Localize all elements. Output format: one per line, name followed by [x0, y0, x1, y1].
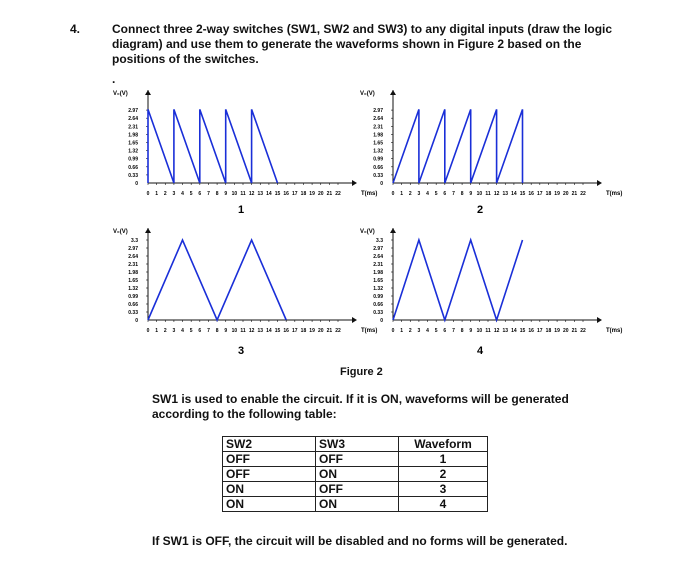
x-tick-label: 20	[317, 191, 324, 197]
waveform-plot-2	[360, 90, 622, 216]
x-tick-label: 6	[443, 191, 447, 197]
table-cell: 1	[399, 452, 488, 467]
x-axis-arrow-icon	[352, 317, 357, 323]
table-header: SW3	[316, 437, 399, 452]
table-cell: OFF	[316, 482, 399, 497]
x-tick-label: 16	[283, 191, 289, 197]
x-tick-label: 5	[189, 191, 193, 197]
y-tick-label: 1.98	[373, 132, 383, 139]
table-row	[223, 467, 488, 482]
y-tick-label: 0.33	[128, 172, 138, 179]
x-tick-label: 21	[571, 328, 578, 334]
x-tick-label: 18	[545, 328, 552, 334]
waveform-line	[393, 109, 523, 183]
table-cell: ON	[316, 497, 399, 512]
waveform-line	[148, 109, 278, 183]
y-tick-label: 1.32	[373, 148, 383, 155]
table-row	[223, 482, 488, 497]
x-tick-label: 15	[519, 191, 526, 197]
x-tick-label: 21	[571, 191, 578, 197]
y-tick-label: 0.99	[373, 156, 383, 163]
x-tick-label: 3	[172, 328, 176, 334]
waveform-plot-1	[113, 90, 377, 216]
x-tick-label: 7	[452, 328, 455, 334]
x-tick-label: 20	[562, 191, 569, 197]
x-tick-label: 11	[485, 191, 491, 197]
x-tick-label: 0	[391, 191, 395, 197]
x-tick-label: 5	[434, 328, 438, 334]
x-tick-label: 19	[554, 191, 560, 197]
x-tick-label: 3	[417, 191, 421, 197]
x-tick-label: 7	[452, 191, 455, 197]
y-tick-label: 2.64	[373, 116, 383, 123]
x-tick-label: 22	[335, 191, 341, 197]
x-axis-unit: T(ms)	[606, 328, 623, 334]
x-tick-label: 13	[257, 191, 264, 197]
x-tick-label: 17	[292, 191, 298, 197]
y-tick-label: 0	[380, 318, 383, 324]
y-tick-label: 1.65	[373, 140, 383, 147]
x-axis-arrow-icon	[597, 180, 602, 186]
x-tick-label: 14	[266, 328, 272, 334]
x-tick-label: 3	[417, 328, 421, 334]
x-axis-unit: T(ms)	[361, 328, 378, 334]
x-tick-label: 19	[309, 191, 315, 197]
x-tick-label: 14	[266, 191, 272, 197]
x-tick-label: 21	[326, 328, 333, 334]
x-tick-label: 17	[292, 328, 298, 334]
x-tick-label: 22	[335, 328, 341, 334]
x-tick-label: 12	[493, 191, 500, 197]
x-tick-label: 6	[198, 191, 202, 197]
y-tick-label: 0.33	[373, 172, 383, 179]
x-tick-label: 8	[215, 191, 219, 197]
x-tick-label: 16	[528, 328, 534, 334]
footer-note: If SW1 is OFF, the circuit will be disabled and no forms will be generated.	[152, 534, 568, 548]
y-tick-label: 1.98	[373, 270, 383, 276]
x-tick-label: 13	[502, 191, 509, 197]
table-cell: OFF	[316, 452, 399, 467]
y-tick-label: 0.66	[128, 164, 138, 171]
y-tick-label: 1.65	[373, 278, 383, 284]
y-axis-label: V₀(V)	[360, 91, 375, 97]
y-tick-label: 2.97	[373, 246, 383, 252]
x-tick-label: 1	[155, 191, 159, 197]
x-tick-label: 18	[300, 328, 307, 334]
x-tick-label: 2	[408, 328, 412, 334]
y-axis-arrow-icon	[390, 228, 396, 233]
y-tick-label: 3.3	[131, 238, 138, 244]
x-tick-label: 9	[224, 328, 228, 334]
y-axis-label: V₀(V)	[113, 229, 128, 235]
x-tick-label: 10	[231, 191, 238, 197]
x-tick-label: 4	[181, 191, 184, 197]
y-tick-label: 1.65	[128, 140, 138, 147]
bullet-dot: .	[112, 72, 116, 86]
plot-number-label: 2	[476, 204, 484, 216]
x-tick-label: 7	[207, 328, 210, 334]
x-tick-label: 12	[248, 328, 255, 334]
x-tick-label: 6	[443, 328, 447, 334]
y-axis-label: V₀(V)	[113, 91, 128, 97]
table-cell: OFF	[223, 467, 316, 482]
waveform-plot-4	[360, 228, 622, 357]
y-tick-label: 1.98	[128, 270, 138, 276]
x-tick-label: 2	[408, 191, 412, 197]
x-tick-label: 17	[537, 191, 543, 197]
x-tick-label: 18	[300, 191, 307, 197]
y-tick-label: 2.64	[373, 254, 383, 260]
x-tick-label: 14	[511, 191, 517, 197]
x-tick-label: 1	[400, 328, 404, 334]
x-tick-label: 8	[215, 328, 219, 334]
x-tick-label: 1	[400, 191, 404, 197]
y-tick-label: 1.65	[128, 278, 138, 284]
waveform-plot-3	[113, 228, 377, 357]
x-tick-label: 15	[274, 328, 281, 334]
y-tick-label: 2.31	[373, 124, 383, 131]
table-cell: ON	[316, 467, 399, 482]
x-tick-label: 20	[562, 328, 569, 334]
y-tick-label: 0.66	[373, 164, 383, 171]
y-tick-label: 2.64	[128, 254, 138, 260]
y-axis-label: V₀(V)	[360, 229, 375, 235]
table-row	[223, 452, 488, 467]
x-tick-label: 12	[493, 328, 500, 334]
x-tick-label: 22	[580, 328, 586, 334]
x-tick-label: 6	[198, 328, 202, 334]
y-tick-label: 2.97	[373, 108, 383, 115]
y-tick-label: 2.31	[128, 124, 138, 131]
table-cell: OFF	[223, 452, 316, 467]
x-tick-label: 13	[257, 328, 264, 334]
table-header: Waveform	[399, 437, 488, 452]
waveform-line	[148, 240, 286, 320]
y-tick-label: 0	[135, 318, 138, 324]
y-tick-label: 3.3	[376, 238, 383, 244]
y-tick-label: 1.32	[373, 286, 383, 292]
x-tick-label: 22	[580, 191, 586, 197]
x-tick-label: 8	[460, 328, 464, 334]
y-tick-label: 0	[380, 181, 383, 187]
y-tick-label: 2.97	[128, 108, 138, 115]
x-axis-unit: T(ms)	[606, 191, 623, 197]
table-cell: 4	[399, 497, 488, 512]
x-tick-label: 19	[554, 328, 560, 334]
y-tick-label: 0.33	[128, 310, 138, 316]
waveform-line	[393, 240, 523, 320]
switch-truth-table	[222, 436, 488, 512]
y-axis-arrow-icon	[145, 90, 151, 95]
x-tick-label: 1	[155, 328, 159, 334]
x-tick-label: 9	[224, 191, 228, 197]
y-tick-label: 2.31	[373, 262, 383, 268]
x-tick-label: 4	[181, 328, 184, 334]
x-tick-label: 10	[476, 191, 483, 197]
x-tick-label: 19	[309, 328, 315, 334]
question-text: Connect three 2-way switches (SW1, SW2 and SW3) to any digital inputs (draw the logic diagram) and use them to generate the waveforms shown in Figure 2 based on the positions of the switches.	[112, 22, 613, 66]
x-tick-label: 15	[274, 191, 281, 197]
x-tick-label: 10	[231, 328, 238, 334]
x-tick-label: 11	[485, 328, 491, 334]
x-tick-label: 21	[326, 191, 333, 197]
question-number: 4.	[70, 22, 81, 36]
table-cell: ON	[223, 482, 316, 497]
x-tick-label: 17	[537, 328, 543, 334]
x-tick-label: 10	[476, 328, 483, 334]
y-axis-arrow-icon	[390, 90, 396, 95]
y-tick-label: 0.99	[128, 156, 138, 163]
x-tick-label: 0	[146, 328, 150, 334]
y-tick-label: 0	[135, 181, 138, 187]
y-tick-label: 1.32	[128, 148, 138, 155]
x-tick-label: 8	[460, 191, 464, 197]
x-tick-label: 11	[240, 328, 246, 334]
x-tick-label: 9	[469, 328, 473, 334]
y-tick-label: 2.97	[128, 246, 138, 252]
x-tick-label: 16	[283, 328, 289, 334]
x-tick-label: 0	[391, 328, 395, 334]
x-tick-label: 15	[519, 328, 526, 334]
table-cell: 3	[399, 482, 488, 497]
x-tick-label: 3	[172, 191, 176, 197]
x-tick-label: 16	[528, 191, 534, 197]
table-cell: ON	[223, 497, 316, 512]
table-header: SW2	[223, 437, 316, 452]
plot-number-label: 1	[237, 204, 245, 216]
x-tick-label: 12	[248, 191, 255, 197]
y-tick-label: 0.99	[373, 294, 383, 300]
y-tick-label: 2.64	[128, 116, 138, 123]
x-tick-label: 5	[434, 191, 438, 197]
x-tick-label: 4	[426, 191, 429, 197]
x-tick-label: 14	[511, 328, 517, 334]
y-axis-arrow-icon	[145, 228, 151, 233]
x-tick-label: 20	[317, 328, 324, 334]
x-tick-label: 7	[207, 191, 210, 197]
table-header-row	[223, 437, 488, 452]
x-tick-label: 5	[189, 328, 193, 334]
y-tick-label: 0.66	[128, 302, 138, 308]
y-tick-label: 1.98	[128, 132, 138, 139]
plot-number-label: 3	[237, 345, 245, 357]
x-tick-label: 9	[469, 191, 473, 197]
x-tick-label: 18	[545, 191, 552, 197]
y-tick-label: 0.66	[373, 302, 383, 308]
x-tick-label: 2	[163, 191, 167, 197]
x-tick-label: 13	[502, 328, 509, 334]
x-axis-unit: T(ms)	[361, 191, 378, 197]
table-cell: 2	[399, 467, 488, 482]
table-row	[223, 497, 488, 512]
plot-number-label: 4	[476, 345, 484, 357]
x-tick-label: 4	[426, 328, 429, 334]
x-axis-arrow-icon	[597, 317, 602, 323]
x-tick-label: 2	[163, 328, 167, 334]
x-tick-label: 0	[146, 191, 150, 197]
y-tick-label: 0.99	[128, 294, 138, 300]
y-tick-label: 2.31	[128, 262, 138, 268]
x-axis-arrow-icon	[352, 180, 357, 186]
y-tick-label: 0.33	[373, 310, 383, 316]
sw1-description: SW1 is used to enable the circuit. If it is ON, waveforms will be generated according to the following table:	[152, 392, 569, 421]
x-tick-label: 11	[240, 191, 246, 197]
y-tick-label: 1.32	[128, 286, 138, 292]
figure-caption: Figure 2	[340, 366, 383, 378]
